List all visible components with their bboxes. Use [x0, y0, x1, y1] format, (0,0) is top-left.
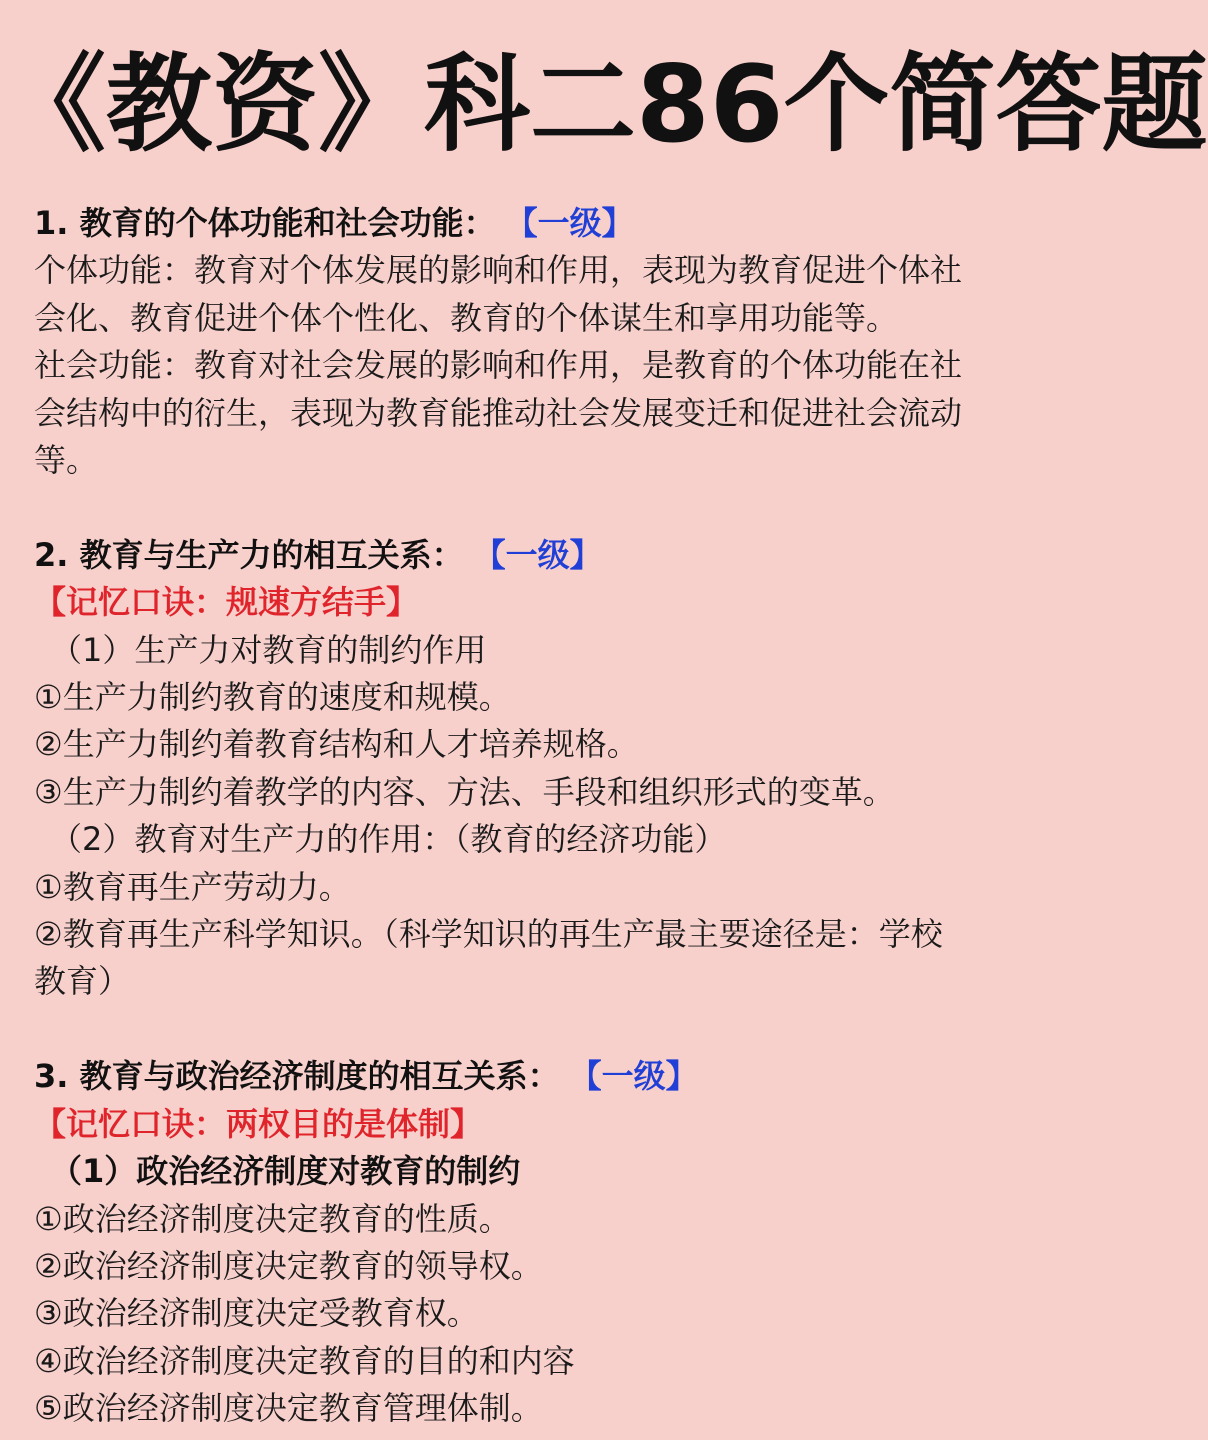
- section-2-subheading-2: （2）教育对生产力的作用：（教育的经济功能）: [50, 820, 727, 859]
- section-1-heading-line: [34, 200, 1034, 247]
- section-3-item-4: ④政治经济制度决定教育的目的和内容: [34, 1341, 575, 1380]
- section-2-item-4: ①教育再生产劳动力。: [34, 867, 351, 906]
- section-2-subheading-1: （1）生产力对教育的制约作用: [50, 630, 487, 669]
- section-3-item-1: ①政治经济制度决定教育的性质。: [34, 1199, 511, 1238]
- section-1-line-4: 会结构中的衍生，表现为教育能推动社会发展变迁和促进社会流动: [34, 393, 963, 432]
- page-title: 《教资》科二86个简答题: [0, 43, 1208, 166]
- note-content: [34, 200, 1034, 1433]
- section-1-heading: 1. 教育的个体功能和社会功能：: [34, 204, 496, 242]
- section-2-item-5: ②教育再生产科学知识。（科学知识的再生产最主要途径是：学校: [34, 915, 943, 954]
- section-3-item-5: ⑤政治经济制度决定教育管理体制。: [34, 1389, 543, 1428]
- section-1-level-tag: 【一级】: [521, 204, 634, 242]
- section-2-item-1: ①生产力制约教育的速度和规模。: [34, 678, 511, 717]
- section-2-item-3: ③生产力制约着教学的内容、方法、手段和组织形式的变革。: [34, 772, 895, 811]
- section-2-mnemonic: 【记忆口诀：规速方结手】: [34, 583, 419, 622]
- section-1-line-1: 个体功能：教育对个体发展的影响和作用，表现为教育促进个体社: [34, 251, 963, 290]
- section-spacer: [34, 1006, 1034, 1053]
- section-3-heading: 3. 教育与政治经济制度的相互关系：: [34, 1057, 560, 1096]
- section-1-line-3: 社会功能：教育对社会发展的影响和作用，是教育的个体功能在社: [34, 346, 963, 385]
- section-spacer: [34, 484, 1034, 531]
- section-3-level-tag: 【一级】: [585, 1057, 698, 1096]
- section-2-item-5-cont: 教育）: [34, 962, 131, 1001]
- section-1-line-2: 会化、教育促进个体个性化、教育的个体谋生和享用功能等。: [34, 298, 899, 337]
- section-2-item-2: ②生产力制约着教育结构和人才培养规格。: [34, 725, 639, 764]
- section-3-item-2: ②政治经济制度决定教育的领导权。: [34, 1246, 543, 1285]
- section-2-level-tag: 【一级】: [489, 535, 602, 574]
- section-3-heading-line: [34, 1053, 1034, 1100]
- section-3-subheading-1: （1）政治经济制度对教育的制约: [50, 1152, 521, 1191]
- section-3-item-3: ③政治经济制度决定受教育权。: [34, 1294, 479, 1333]
- section-3-mnemonic: 【记忆口诀：两权目的是体制】: [34, 1104, 483, 1143]
- section-2-heading: 2. 教育与生产力的相互关系：: [34, 535, 464, 574]
- section-1-line-5: 等。: [34, 441, 99, 480]
- section-2-heading-line: [34, 532, 1034, 579]
